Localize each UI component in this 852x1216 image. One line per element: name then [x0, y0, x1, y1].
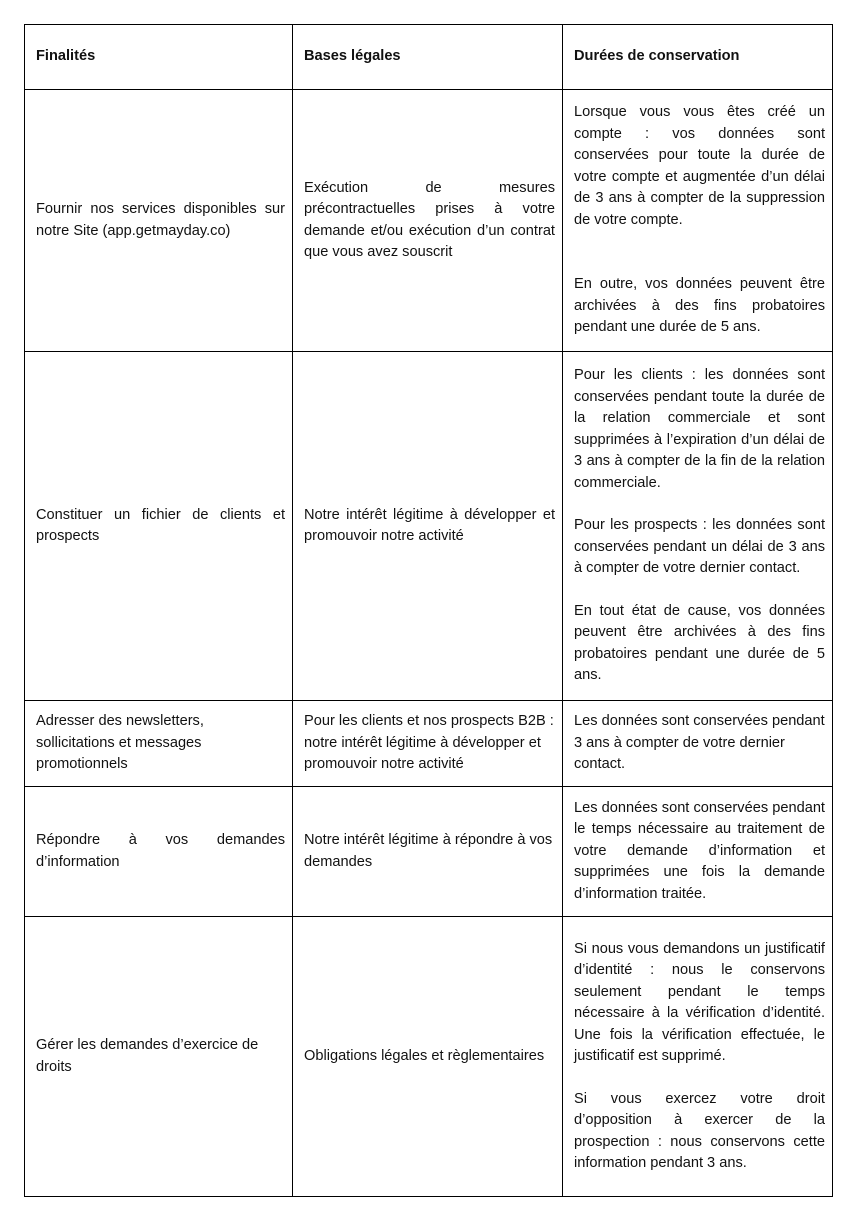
duree-cell	[563, 787, 833, 917]
duree-cell	[563, 701, 833, 787]
duree-paragraph: Lorsque vous vous êtes créé un compte : vos données sont conservées pour toute la durée de votre compte et augmentée d’un délai de 3 ans à compter de la suppression de votre compte.	[574, 104, 825, 228]
header-bases-legales: Bases légales	[293, 25, 563, 90]
finalite-cell: Répondre à vos demandes d’information	[25, 787, 293, 917]
finalite-cell: Adresser des newsletters, sollicitations et messages promotionnels	[25, 701, 293, 787]
finalite-cell: Constituer un fichier de clients et prospects	[25, 352, 293, 701]
header-row	[25, 25, 833, 90]
duree-paragraph: En tout état de cause, vos données peuvent être archivées à des fins probatoires pendant une durée de 5 ans.	[574, 602, 825, 684]
retention-table	[24, 24, 833, 1197]
table-row	[25, 352, 833, 701]
base-legale-cell: Pour les clients et nos prospects B2B : notre intérêt légitime à développer et promouvoir notre activité	[293, 701, 563, 787]
duree-cell	[563, 90, 833, 352]
finalite-cell: Gérer les demandes d’exercice de droits	[25, 917, 293, 1197]
duree-paragraph: Les données sont conservées pendant le temps nécessaire au traitement de votre demande d’information et supprimées une fois la demande d’information traitée.	[574, 799, 825, 902]
finalite-cell: Fournir nos services disponibles sur notre Site (app.getmayday.co)	[25, 90, 293, 352]
table-row	[25, 787, 833, 917]
duree-paragraph: Les données sont conservées pendant 3 ans à compter de votre dernier contact.	[574, 713, 825, 773]
duree-paragraph: En outre, vos données peuvent être archivées à des fins probatoires pendant une durée de 5 ans.	[574, 276, 825, 336]
table-row	[25, 701, 833, 787]
base-legale-cell: Obligations légales et règlementaires	[293, 917, 563, 1197]
duree-cell	[563, 352, 833, 701]
header-durees-conservation: Durées de conservation	[563, 25, 833, 90]
duree-paragraph: Pour les prospects : les données sont conservées pendant un délai de 3 ans à compter de votre dernier contact.	[574, 517, 825, 577]
table-row	[25, 90, 833, 352]
base-legale-cell: Notre intérêt légitime à développer et promouvoir notre activité	[293, 352, 563, 701]
duree-paragraph: Si vous exercez votre droit d’opposition à exercer de la prospection : nous conservons cette information pendant 3 ans.	[574, 1090, 825, 1171]
base-legale-cell: Notre intérêt légitime à répondre à vos demandes	[293, 787, 563, 917]
duree-paragraph: Si nous vous demandons un justificatif d’identité : nous le conservons seulement pendant le temps nécessaire à la vérification d’identité. Une fois la vérification effectuée, le justificatif est supprimé.	[574, 940, 825, 1064]
header-finalites: Finalités	[25, 25, 293, 90]
table-row	[25, 917, 833, 1197]
duree-cell	[563, 917, 833, 1197]
base-legale-cell: Exécution de mesures précontractuelles prises à votre demande et/ou exécution d’un contrat que vous avez souscrit	[293, 90, 563, 352]
duree-paragraph: Pour les clients : les données sont conservées pendant toute la durée de la relation commerciale et sont supprimées à l’expiration d’un délai de 3 ans à compter de la fin de la relation commerciale.	[574, 367, 825, 491]
